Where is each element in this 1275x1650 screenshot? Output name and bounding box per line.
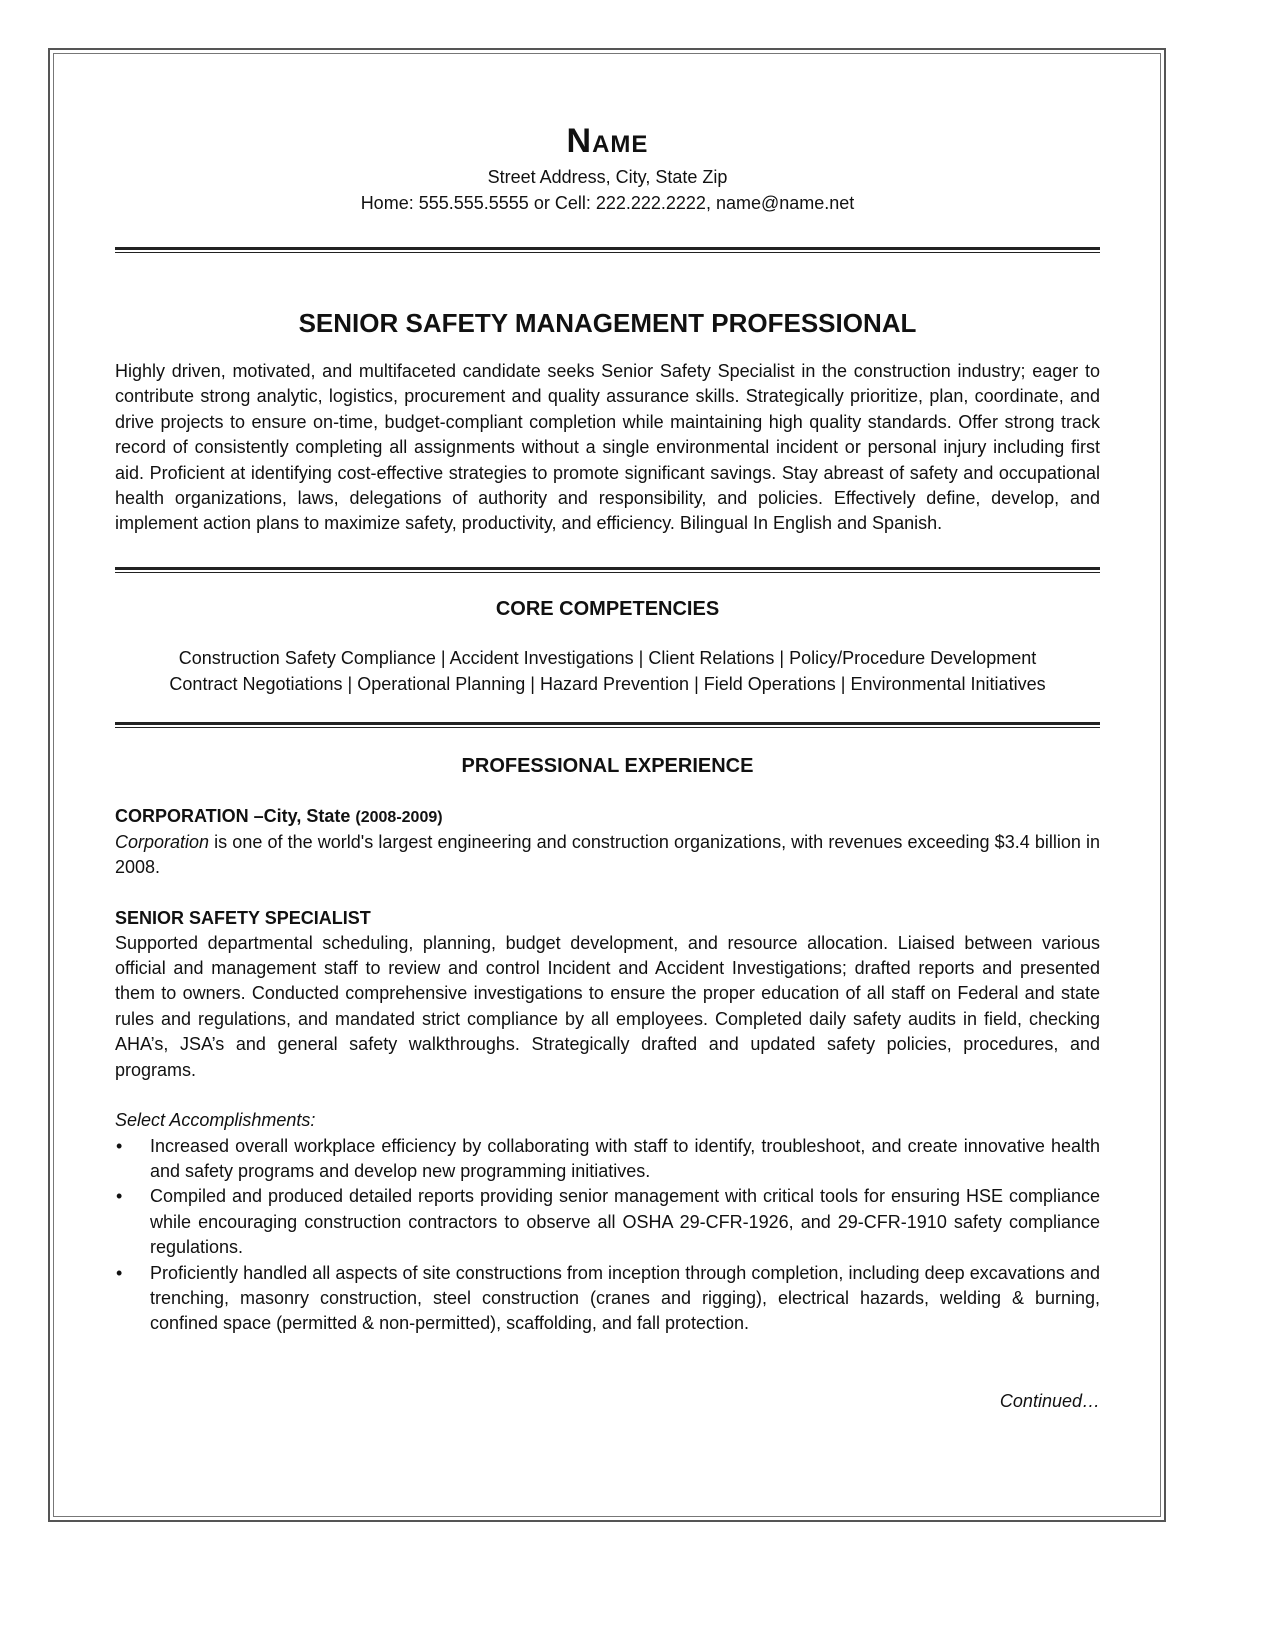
job-title: SENIOR SAFETY SPECIALIST bbox=[115, 907, 371, 928]
list-item bbox=[115, 1184, 1100, 1260]
section-divider bbox=[115, 722, 1100, 728]
accomplishment-text: Proficiently handled all aspects of site constructions from inception through completion, including deep excavations and trenching, masonry construction, steel construction (cranes and rigging), electrical hazards, welding & burning, confined space (permitted & non-permitted), scaffolding, and fall protection. bbox=[150, 1262, 1100, 1334]
company-description bbox=[115, 830, 1100, 881]
accomplishments-label: Select Accomplishments: bbox=[115, 1110, 316, 1131]
accomplishment-text: Compiled and produced detailed reports providing senior management with critical tools for ensuring HSE compliance while encouraging construction contractors to observe all OSHA 29-CFR-1926, and 29-CFR-1910 safety compliance regulations. bbox=[150, 1186, 1100, 1258]
section-divider bbox=[115, 567, 1100, 573]
competencies-line-2: Contract Negotiations | Operational Planning | Hazard Prevention | Field Operations | Environmental Initiatives bbox=[169, 673, 1046, 694]
experience-title: PROFESSIONAL EXPERIENCE bbox=[461, 754, 754, 777]
summary-title: SENIOR SAFETY MANAGEMENT PROFESSIONAL bbox=[298, 308, 917, 338]
contact-line: Home: 555.555.5555 or Cell: 222.222.2222, name@name.net bbox=[360, 193, 855, 213]
job-description: Supported departmental scheduling, planning, budget development, and resource allocation. Liaised between various official and management staff to review and control Incident and Accident Investigations; drafted reports and presented them to owners. Conducted comprehensive investigations to ensure the proper education of all staff on Federal and state rules and regulations, and mandated strict compliance by all employees. Completed daily safety audits in field, checking AHA’s, JSA’s and general safety walkthroughs. Strategically drafted and updated safety policies, procedures, and programs. bbox=[115, 932, 1100, 1080]
company-name: CORPORATION –City, State bbox=[115, 805, 351, 826]
competencies-title: CORE COMPETENCIES bbox=[495, 597, 720, 620]
candidate-name: Name bbox=[566, 122, 649, 160]
company-description-rest: is one of the world's largest engineering and construction organizations, with revenues exceeding $3.4 billion in 2008. bbox=[115, 831, 1100, 878]
bullet-icon: • bbox=[116, 1135, 123, 1156]
continued-note: Continued… bbox=[999, 1390, 1100, 1411]
list-item bbox=[115, 1134, 1100, 1185]
section-divider bbox=[115, 247, 1100, 253]
company-description-italic: Corporation bbox=[115, 831, 210, 852]
competencies-line-1: Construction Safety Compliance | Accident Investigations | Client Relations | Policy/Procedure Development bbox=[178, 647, 1037, 668]
bullet-icon: • bbox=[116, 1186, 123, 1207]
accomplishments-list bbox=[115, 1134, 1100, 1337]
company-dates: (2008-2009) bbox=[355, 808, 443, 826]
list-item bbox=[115, 1261, 1100, 1337]
company-heading bbox=[115, 804, 1100, 830]
bullet-icon: • bbox=[116, 1262, 123, 1283]
resume-content bbox=[115, 118, 1100, 1414]
summary-text: Highly driven, motivated, and multifaceted candidate seeks Senior Safety Specialist in the construction industry; eager to contribute strong analytic, logistics, procurement and quality assurance skills. Strategically prioritize, plan, coordinate, and drive projects to ensure on-time, budget-compliant completion while maintaining high quality standards. Offer strong track record of consistently completing all assignments without a single environmental incident or personal injury including first aid. Proficient at identifying cost-effective strategies to promote significant savings. Stay abreast of safety and occupational health organizations, laws, delegations of authority and responsibility, and policies. Effectively define, develop, and implement action plans to maximize safety, productivity, and efficiency. Bilingual In English and Spanish. bbox=[115, 361, 1100, 534]
address-line: Street Address, City, State Zip bbox=[487, 167, 728, 187]
accomplishment-text: Increased overall workplace efficiency by collaborating with staff to identify, troubleshoot, and create innovative health and safety programs and develop new programming initiatives. bbox=[150, 1135, 1100, 1181]
